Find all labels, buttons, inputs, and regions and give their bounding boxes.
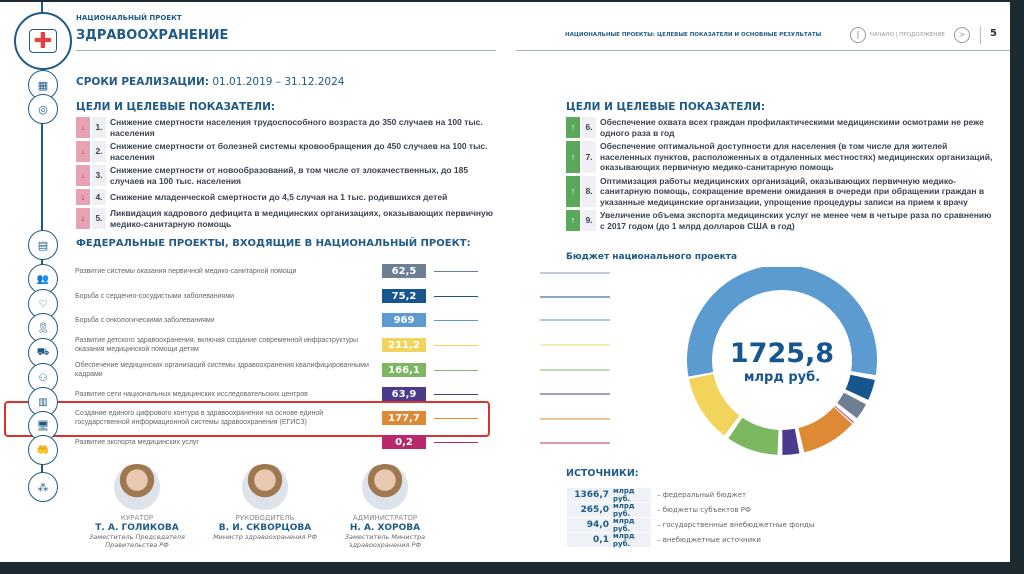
person-desc: Заместитель Министра здравоохранения РФ — [344, 533, 426, 549]
federal-project-label: Развитие экспорта медицинских услуг — [75, 439, 199, 446]
project-icon: 🖥 — [28, 411, 58, 441]
right-header-title: НАЦИОНАЛЬНЫЕ ПРОЕКТЫ: ЦЕЛЕВЫЕ ПОКАЗАТЕЛИ И ОСНОВНЫЕ РЕЗУЛЬТАТЫ — [565, 32, 822, 38]
goal-number: 7. — [582, 141, 596, 173]
arrow-down-icon: ↓ — [76, 208, 90, 229]
goal-text: Обеспечение охвата всех граждан профилактическими медицинскими осмотрами не реже одного раза в год — [600, 117, 984, 138]
nav-label: НАЧАЛО | ПРОДОЛЖЕНИЕ — [870, 32, 945, 38]
budget-unit: млрд руб. — [743, 370, 821, 385]
sources-title: ИСТОЧНИКИ: — [566, 468, 639, 479]
federal-project-label: Развитие сети национальных медицинских исследовательских центров — [75, 391, 308, 398]
goal-text: Оптимизация работы медицинских организаций, оказывающих первичную медико-санитарную помощь, сокращение времени ожидания в очереди при обращении граждан в указанные медицинские организации, упрощение процедуры записи на прием к врачу — [600, 175, 985, 207]
source-row — [567, 533, 761, 547]
federal-project-value: 969 — [382, 313, 426, 327]
connector-line — [434, 370, 478, 371]
person-role: АДМИНИСТРАТОР — [352, 514, 418, 522]
goals-title-left: ЦЕЛИ И ЦЕЛЕВЫЕ ПОКАЗАТЕЛИ: — [76, 101, 276, 113]
source-unit: млрд руб. — [613, 517, 635, 533]
page-number: 5 — [990, 28, 997, 39]
goal-item — [76, 189, 496, 205]
goal-text: Снижение смертности населения трудоспособного возраста до 350 случаев на 100 тыс. населения — [110, 117, 483, 138]
goal-number: 5. — [92, 208, 106, 229]
federal-project-label: Борьба с онкологическими заболеваниями — [75, 317, 215, 324]
project-icon: 🤲 — [28, 435, 58, 465]
person-card — [325, 464, 445, 549]
arrow-down-icon: ↓ — [76, 165, 90, 186]
federal-project-label: Создание единого цифрового контура в здравоохранении на основе единой государственной информационной системы здравоохранения (ЕГИСЗ) — [75, 410, 324, 426]
goal-number: 6. — [582, 117, 596, 138]
source-value: 94,0 — [586, 520, 609, 530]
connector-line — [434, 394, 478, 395]
goal-item — [566, 141, 996, 173]
federal-project-value: 63,9 — [382, 387, 426, 401]
budget-title: Бюджет национального проекта — [566, 252, 738, 262]
arrow-down-icon: ↓ — [76, 141, 90, 162]
goal-number: 3. — [92, 165, 106, 186]
source-value: 1366,7 — [574, 490, 609, 500]
federal-project-value: 166,1 — [382, 363, 426, 377]
separator — [980, 26, 981, 44]
source-value: 265,0 — [580, 505, 609, 515]
arrow-up-icon: ↑ — [566, 210, 580, 231]
goals-list-right — [566, 117, 996, 231]
divider — [76, 50, 496, 51]
goal-item — [76, 208, 496, 229]
arrow-up-icon: ↑ — [566, 176, 580, 208]
goal-item — [76, 141, 496, 162]
project-icon: 👥 — [28, 264, 58, 294]
federal-project-value: 177,7 — [382, 411, 426, 425]
project-icon: 🎗 — [28, 313, 58, 343]
arrow-down-icon: ↓ — [76, 117, 90, 138]
source-row — [567, 503, 751, 517]
source-row — [567, 488, 746, 502]
calendar-icon: ▦ — [28, 70, 58, 100]
federal-project-value: 0,2 — [382, 435, 426, 449]
project-icon: ⚇ — [28, 363, 58, 393]
goal-item — [566, 117, 996, 138]
connector-line — [434, 442, 478, 443]
goal-item — [76, 117, 496, 138]
org-chart-icon: ⁂ — [28, 472, 58, 502]
source-unit: млрд руб. — [613, 532, 635, 548]
period-value: 01.01.2019 – 31.12.2024 — [212, 76, 345, 88]
goals-list-left — [76, 117, 496, 229]
connector-line — [434, 345, 478, 346]
federal-title: ФЕДЕРАЛЬНЫЕ ПРОЕКТЫ, ВХОДЯЩИЕ В НАЦИОНАЛЬНЫЙ ПРОЕКТ: — [76, 238, 471, 249]
connector-line — [434, 296, 478, 297]
person-name: Н. А. ХОРОВА — [349, 523, 421, 533]
arrow-up-icon: ↑ — [566, 141, 580, 173]
goal-text: Снижение смертности от новообразований, в том числе от злокачественных, до 185 случаев на 100 тыс. населения — [110, 165, 469, 186]
project-icon: ♡ — [28, 289, 58, 319]
goal-text: Обеспечение оптимальной доступности для населения (в том числе для жителей населенных пунктов, расположенных в отдаленных местностях) медицинских организаций, оказывающих первичную медико-санитарную помощь — [600, 141, 993, 172]
goal-item — [76, 165, 496, 186]
person-desc: Министр здравоохранения РФ — [213, 533, 317, 541]
header-subtitle: НАЦИОНАЛЬНЫЙ ПРОЕКТ — [76, 14, 182, 22]
divider — [516, 50, 1010, 51]
page-title: ЗДРАВООХРАНЕНИЕ — [76, 28, 229, 43]
source-label: – внебюджетные источники — [657, 536, 761, 544]
goal-text: Увеличение объема экспорта медицинских услуг не менее чем в четыре раза по сравнению с 2017 годом (до 1 млрд долларов США в год) — [600, 210, 992, 231]
period-label: СРОКИ РЕАЛИЗАЦИИ: — [76, 76, 209, 88]
project-icon: ⛟ — [28, 338, 58, 368]
connector-line — [434, 271, 478, 272]
budget-total: 1725,8 — [729, 338, 835, 369]
person-card — [205, 464, 325, 541]
source-unit: млрд руб. — [613, 487, 635, 503]
goal-number: 9. — [582, 210, 596, 231]
avatar — [362, 464, 408, 510]
person-name: В. И. СКВОРЦОВА — [218, 523, 312, 533]
person-role: КУРАТОР — [120, 514, 154, 522]
source-value: 0,1 — [593, 535, 609, 545]
goal-item — [566, 176, 996, 208]
goal-text: Ликвидация кадрового дефицита в медицинских организациях, оказывающих первичную медико-санитарную помощь — [110, 208, 494, 229]
person-desc: Заместитель Председателя Правительства РФ — [89, 533, 185, 549]
source-label: – федеральный бюджет — [657, 491, 747, 499]
goal-text: Снижение смертности от болезней системы кровообращения до 450 случаев на 100 тыс. населения — [110, 141, 488, 162]
project-icon: ▥ — [28, 387, 58, 417]
goal-item — [566, 210, 996, 231]
connector-line — [434, 320, 478, 321]
federal-project-label: Развитие детского здравоохранения, включая создание современной инфраструктуры оказания медицинской помощи детям — [75, 337, 359, 353]
medical-cross-icon: ✚ — [14, 12, 72, 70]
start-button[interactable]: | — [850, 27, 866, 43]
federal-project-label: Развитие системы оказания первичной медико-санитарной помощи — [75, 268, 297, 275]
federal-project-value: 75,2 — [382, 289, 426, 303]
page — [0, 2, 1010, 562]
federal-project-label: Обеспечение медицинских организаций системы здравоохранения квалифицированными кадрами — [75, 362, 369, 378]
source-label: – государственные внебюджетные фонды — [657, 521, 815, 529]
source-row — [567, 518, 814, 532]
goal-number: 2. — [92, 141, 106, 162]
source-label: – бюджеты субъектов РФ — [657, 506, 751, 514]
donut-segment — [782, 429, 799, 455]
goal-text: Снижение младенческой смертности до 4,5 случая на 1 тыс. родившихся детей — [110, 191, 448, 202]
person-name: Т. А. ГОЛИКОВА — [95, 523, 179, 533]
avatar — [242, 464, 288, 510]
target-icon: ◎ — [28, 94, 58, 124]
federal-project-label: Борьба с сердечно-сосудистыми заболеваниями — [75, 293, 235, 300]
connector-line — [434, 418, 478, 419]
period — [76, 76, 344, 88]
source-unit: млрд руб. — [613, 502, 635, 518]
person-card — [77, 464, 197, 549]
person-role: РУКОВОДИТЕЛЬ — [235, 514, 295, 522]
avatar — [114, 464, 160, 510]
federal-project-value: 211,2 — [382, 338, 426, 352]
next-button[interactable]: > — [954, 27, 970, 43]
goal-number: 4. — [92, 189, 106, 205]
building-icon: ▤ — [28, 230, 58, 260]
goals-title-right: ЦЕЛИ И ЦЕЛЕВЫЕ ПОКАЗАТЕЛИ: — [566, 101, 766, 113]
federal-project-value: 62,5 — [382, 264, 426, 278]
arrow-up-icon: ↑ — [566, 117, 580, 138]
goal-number: 8. — [582, 176, 596, 208]
donut-segment — [728, 418, 778, 455]
arrow-down-icon: ↓ — [76, 189, 90, 205]
goal-number: 1. — [92, 117, 106, 138]
